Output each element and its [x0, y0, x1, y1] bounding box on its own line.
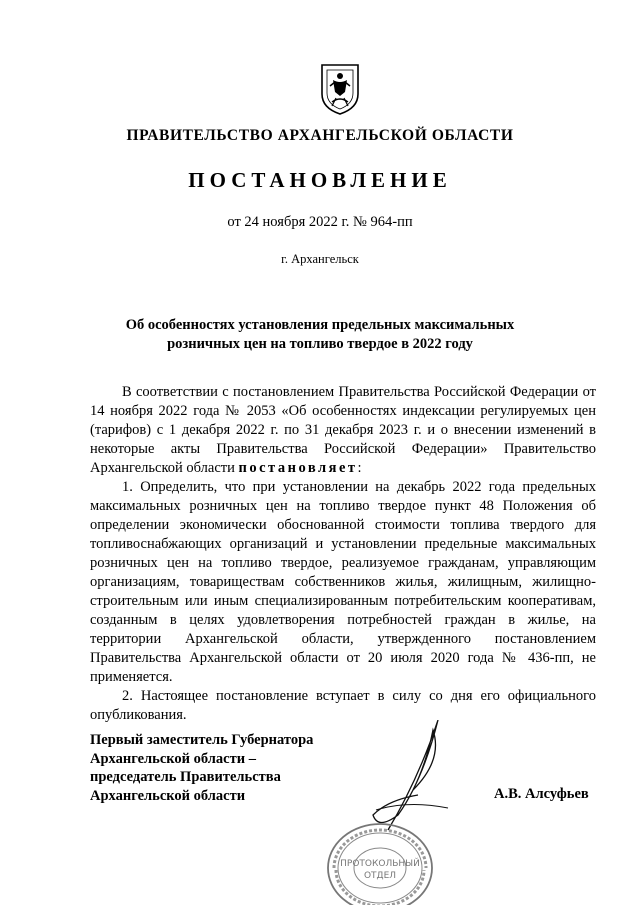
title-line-1: Об особенностях установления предельных максимальных: [125, 317, 515, 333]
signatory-line-2: Архангельской области –: [90, 750, 256, 767]
document-type: ПОСТАНОВЛЕНИЕ: [188, 168, 452, 192]
signatory-line-1: Первый заместитель Губернатора: [90, 732, 314, 748]
round-seal-icon: [318, 720, 468, 905]
signatory-line-3: председатель Правительства: [90, 769, 281, 785]
handwritten-signature: [373, 720, 448, 830]
signatory-position: [90, 731, 313, 805]
document-title: [90, 316, 550, 354]
document-body: [90, 383, 596, 725]
coat-of-arms-icon: [318, 62, 362, 116]
paragraph-item-1: 1. Определить, что при установлении на декабрь 2022 года предельных максимальных розничных цен на топливо твердое пункт 48 Положения об определении экономически обоснованной стоимости топлива твердого для топливоснабжающих организаций и установлении предельные максимальных розничных цен на топливо твердое, реализуемое гражданам, управляющим организациям, товариществам собственников жилья, жилищным, жилищно-строительным или иным специализированным потребительским кооперативам, созданным в целях удовлетворения потребностей граждан в жилье, на территории Архангельской области, утвержденного постановлением Правительства Архангельской области от 20 июля 2020 года № 436-пп, не применяется.: [90, 479, 596, 685]
stamp-inner-text-2: ОТДЕЛ: [363, 871, 397, 881]
document-date-number: от 24 ноября 2022 г. № 964-пп: [227, 214, 413, 230]
signatory-line-4: Архангельской области: [90, 787, 246, 804]
preamble-end: :: [357, 460, 362, 476]
signatory-name: А.В. Алсуфьев: [494, 786, 589, 802]
stamp-inner-text-1: ПРОТОКОЛЬНЫЙ: [340, 859, 420, 869]
government-name: ПРАВИТЕЛЬСТВО АРХАНГЕЛЬСКОЙ ОБЛАСТИ: [126, 127, 514, 144]
paragraph-preamble: [90, 383, 596, 478]
document-city: г. Архангельск: [281, 252, 359, 266]
paragraph-item-2: 2. Настоящее постановление вступает в силу со дня его официального опубликования.: [90, 688, 596, 723]
resolves-word: постановляет: [238, 460, 358, 476]
preamble-text: В соответствии с постановлением Правительства Российской Федерации от 14 ноября 2022 года № 2053 «Об особенностях индексации регулируемых цен (тарифов) с 1 декабря 2022 г. по 31 декабря 2023 г. и о внесении изменений в некоторые акты Правительства Российской Федерации» Правительство Архангельской области: [90, 384, 596, 476]
title-line-2: розничных цен на топливо твердое в 2022 году: [167, 336, 473, 352]
